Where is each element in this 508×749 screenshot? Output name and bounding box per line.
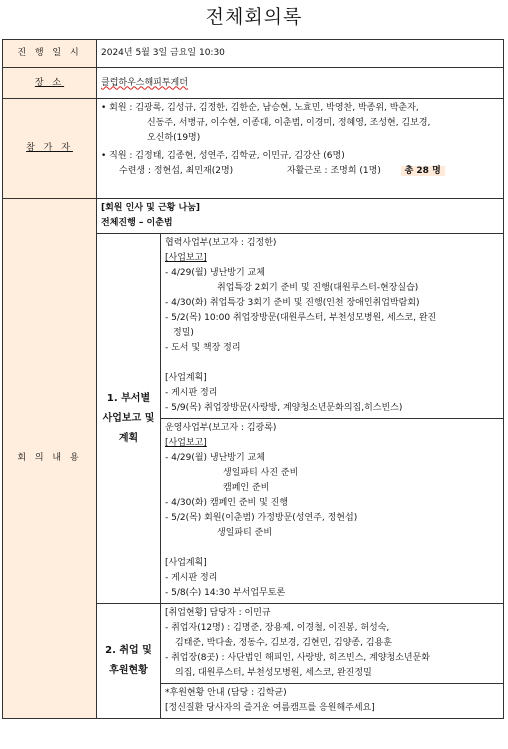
support-campaign: [정신질환 당사자의 즐거운 여름캠프를 응원해주세요] xyxy=(165,703,375,713)
place-label: 장 소 xyxy=(3,68,97,99)
ops-plan-heading: [사업계획] xyxy=(165,558,207,568)
coop-report-cell: 협력사업부(보고자 : 김정한) [사업보고] - 4/29(월) 냉난방기 교체 취업특강 2회기 준비 및 진행(대원루스터-현장실습) - 4/30(화) 취업특강 3회기 준비 및 진행(인천 장애인취업박람회) - 5/2(목) 10:00 취업장방문(대원루스터, 부천성모병원, 세스코, 완진 정밀) - 도서 및 책장 정리 [사업계획] - 게시판 정리 - 5/9(목) 취업장방문(사랑방, 계양청소년문화의집,히스빈스) xyxy=(161,234,504,419)
document-title: 전체회의록 xyxy=(205,6,303,28)
greeting-text: [회원 인사 및 근황 나눔] xyxy=(101,203,201,213)
coop-header: 협력사업부(보고자 : 김정한) xyxy=(165,238,277,248)
content-row-greeting xyxy=(3,199,504,234)
place-value: 클럽하우스해피투게더 xyxy=(97,68,504,99)
datetime-label: 진 행 일 시 xyxy=(3,40,97,68)
members-line-1: • 회원 : 김광록, 김성규, 김정한, 김한순, 남승현, 노효민, 박영찬, 박종위, 박춘자, xyxy=(101,103,419,113)
attendees-label: 참 가 자 xyxy=(3,99,97,199)
ops-report-cell: 운영사업부(보고자 : 김광록) [사업보고] - 4/29(월) 냉난방기 교체 생일파티 사진 준비 캠페인 준비 - 4/30(화) 캠페인 준비 및 진행 - 5/2(목) 회원(이춘범) 가정방문(성연주, 정현섭) 생일파티 준비 [사업계획] - 게시판 정리 - 5/8(수) 14:30 부서업무토론 xyxy=(161,419,504,604)
attendees-row xyxy=(3,99,504,199)
trainee-line: 수련생 : 정현섭, 최민재(2명) 자활근로 : 조명희 (1명) 총 28 명 xyxy=(101,164,499,179)
employment-header: [취업현황] 담당자 : 이민규 xyxy=(165,608,271,618)
datetime-value: 2024년 5월 3일 금요일 10:30 xyxy=(97,40,504,68)
total-count: 총 28 명 xyxy=(401,166,445,176)
attendees-value xyxy=(97,99,504,199)
staff-line: • 직원 : 김정태, 김종현, 성연주, 김학균, 이민규, 김강산 (6명) xyxy=(101,151,345,161)
datetime-row xyxy=(3,40,504,68)
support-cell xyxy=(161,684,504,719)
members-line-3: 오신하(19명) xyxy=(147,133,201,143)
employment-cell: [취업현황] 담당자 : 이민규 - 취업자(12명) : 김명준, 장용제, 이경철, 이진봉, 허성숙, 김태준, 박다솔, 정동수, 김보경, 김현민, 김양종, 김용훈 - 취업장(8곳) : 사단법인 해피인, 사랑방, 히즈빈스, 계양청소년문화 의집, 대원루스터, 부천성모병원, 세스코, 완진정밀 xyxy=(161,604,504,684)
members-line-2: 신동주, 서병규, 이수현, 이종대, 이춘범, 이경미, 정혜영, 조성현, 김보경, xyxy=(147,118,431,128)
moderator-text: 전체진행 – 이춘범 xyxy=(101,218,173,228)
section1-label: 1. 부서별 사업보고 및 계획 xyxy=(97,234,161,604)
minutes-table xyxy=(2,39,504,719)
ops-header: 운영사업부(보고자 : 김광록) xyxy=(165,423,277,433)
coop-plan-heading: [사업계획] xyxy=(165,373,207,383)
place-row xyxy=(3,68,504,99)
content-label: 회 의 내 용 xyxy=(3,199,97,719)
coop-report-heading: [사업보고] xyxy=(165,253,207,263)
ops-report-heading: [사업보고] xyxy=(165,438,207,448)
volunteer-text: 자활근로 : 조명희 (1명) xyxy=(286,166,381,176)
support-title: *후원현황 안내 (담당 : 김학균) xyxy=(165,688,287,698)
greeting-cell xyxy=(97,199,504,234)
section2-label: 2. 취업 및 후원현황 xyxy=(97,604,161,719)
